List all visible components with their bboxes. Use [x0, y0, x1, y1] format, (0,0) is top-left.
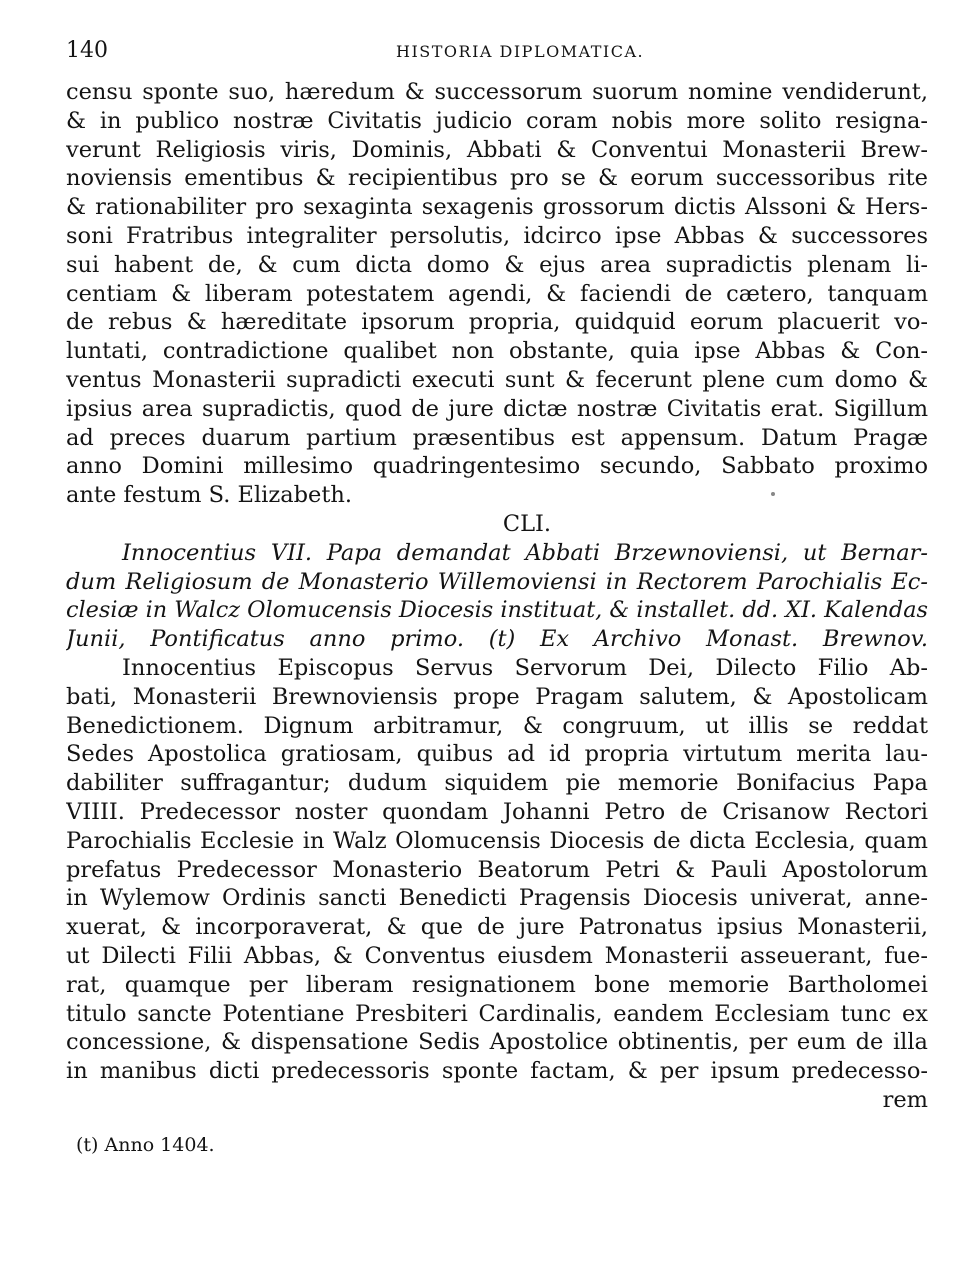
text-line: dabiliter suffragantur; dudum siquidem pie memorie Bonifacius Papa	[66, 770, 928, 797]
text-line: in manibus dicti predecessoris sponte factam, & per ipsum predecesso-	[66, 1058, 928, 1085]
text-line: titulo sancte Potentiane Presbiteri Cardinalis, eandem Ecclesiam tunc ex	[66, 1000, 928, 1027]
summary-line: dum Religiosum de Monasterio Willemoviensi in Rectorem Parochialis Ec-	[66, 568, 928, 595]
text-line: ut Dilecti Filii Abbas, & Conventus eiusdem Monasterii asseuerant, fue-	[66, 942, 928, 969]
text-line: anno Domini millesimo quadringentesimo secundo, Sabbato proximo	[66, 453, 928, 480]
text-line: ad preces duarum partium præsentibus est appensum. Datum Pragæ	[66, 424, 928, 451]
text-line: centiam & liberam potestatem agendi, & faciendi de cætero, tanquam	[66, 280, 928, 307]
summary-line: Junii, Pontificatus anno primo. (t) Ex Archivo Monast. Brewnov.	[66, 626, 928, 653]
text-line: VIIII. Predecessor noster quondam Johanni Petro de Crisanow Rectori	[66, 798, 928, 825]
text-line: ante festum S. Elizabeth.	[66, 482, 353, 509]
text-line: luntati, contradictione qualibet non obstante, quia ipse Abbas & Con-	[66, 338, 928, 365]
section-heading: CLI.	[502, 510, 552, 537]
text-line: noviensis ementibus & recipientibus pro se & eorum successoribus rite	[66, 165, 928, 192]
body-text	[66, 78, 928, 1115]
ink-speck	[771, 492, 775, 496]
text-line: soni Fratribus integraliter persolutis, idcirco ipse Abbas & successores	[66, 222, 928, 249]
text-line: & in publico nostræ Civitatis judicio coram nobis more solito resigna-	[66, 107, 928, 134]
text-line: ipsius area supradictis, quod de jure dictæ nostræ Civitatis erat. Sigillum	[66, 395, 928, 422]
text-line: Parochialis Ecclesie in Walz Olomucensis Diocesis de dicta Ecclesia, quam	[66, 827, 928, 854]
text-line: rat, quamque per liberam resignationem bone memorie Bartholomei	[66, 971, 928, 998]
running-head: HISTORIA DIPLOMATICA.	[396, 42, 645, 61]
page-number: 140	[66, 38, 108, 63]
text-line: & rationabiliter pro sexaginta sexagenis grossorum dictis Alssoni & Hers-	[66, 194, 928, 221]
catchword: rem	[882, 1086, 928, 1113]
summary-line: Innocentius VII. Papa demandat Abbati Brzewnoviensi, ut Bernar-	[122, 539, 928, 566]
text-line: ventus Monasterii supradicti executi sunt & fecerunt plene cum domo &	[66, 366, 928, 393]
text-line: prefatus Predecessor Monasterio Beatorum Petri & Pauli Apostolorum	[66, 856, 928, 883]
text-line: in Wylemow Ordinis sancti Benedicti Pragensis Diocesis univerat, anne-	[66, 885, 928, 912]
text-line: xuerat, & incorporaverat, & que de jure Patronatus ipsius Monasterii,	[66, 914, 928, 941]
text-line: Sedes Apostolica gratiosam, quibus ad id propria virtutum merita lau-	[66, 741, 928, 768]
text-line: sui habent de, & cum dicta domo & ejus area supradictis plenam li-	[66, 251, 928, 278]
summary-line: clesiæ in Walcz Olomucensis Diocesis instituat, & installet. dd. XI. Kalendas	[66, 597, 928, 624]
text-line: de rebus & hæreditate ipsorum propria, quidquid eorum placuerit vo-	[66, 309, 928, 336]
page-header	[66, 38, 924, 68]
text-line: verunt Religiosis viris, Dominis, Abbati & Conventui Monasterii Brew-	[66, 136, 928, 163]
text-line: censu sponte suo, hæredum & successorum suorum nomine vendiderunt,	[66, 79, 928, 105]
text-line: concessione, & dispensatione Sedis Apostolice obtinentis, per eum de illa	[66, 1029, 928, 1056]
text-line: bati, Monasterii Brewnoviensis prope Pragam salutem, & Apostolicam	[66, 683, 928, 710]
footnote: (t) Anno 1404.	[76, 1134, 215, 1156]
text-line: Benedictionem. Dignum arbitramur, & congruum, ut illis se reddat	[66, 712, 928, 739]
text-line: Innocentius Episcopus Servus Servorum Dei, Dilecto Filio Ab-	[122, 654, 928, 681]
